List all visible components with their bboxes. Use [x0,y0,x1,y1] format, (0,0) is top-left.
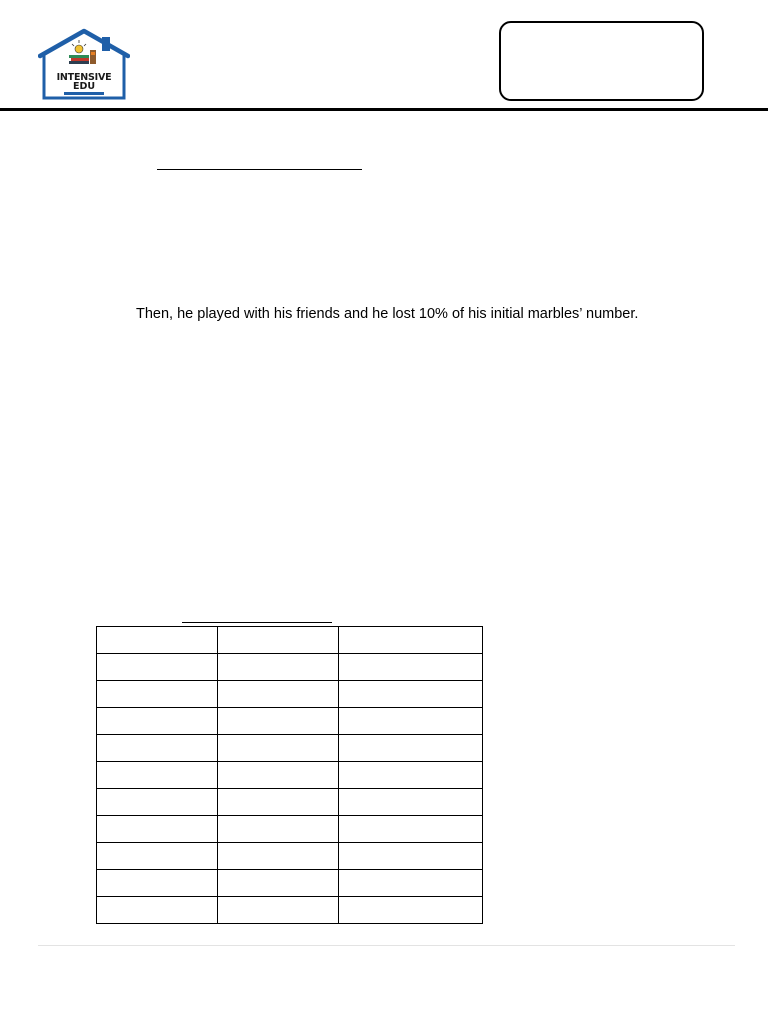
table-cell [218,762,339,789]
problem-statement: Then, he played with his friends and he lost 10% of his initial marbles’ number. [136,306,639,322]
table-cell [339,870,483,897]
table-cell [218,654,339,681]
table-cell [218,681,339,708]
table-cell [339,654,483,681]
name-box [499,21,704,101]
table-cell [97,735,218,762]
table-cell [97,708,218,735]
table-row [97,789,483,816]
table-title-blank-line [182,622,332,623]
table-row [97,843,483,870]
table-row [97,762,483,789]
table-cell [97,789,218,816]
table-cell [218,708,339,735]
table-row [97,735,483,762]
table-cell [97,654,218,681]
table-cell [339,627,483,654]
table-row [97,708,483,735]
header-rule [0,108,768,111]
table-row [97,654,483,681]
footer-rule [38,945,735,946]
answer-table [96,626,483,924]
logo-text-intensive: INTENSIVE [56,72,112,83]
table-cell [97,762,218,789]
table-cell [97,897,218,924]
table-row [97,816,483,843]
table-row [97,897,483,924]
table-cell [339,708,483,735]
table-cell [339,789,483,816]
table-cell [97,681,218,708]
table-cell [218,897,339,924]
table-cell [97,627,218,654]
table-cell [218,789,339,816]
table-cell [218,735,339,762]
table-cell [218,843,339,870]
table-row [97,870,483,897]
table-cell [339,762,483,789]
table-cell [339,843,483,870]
table-cell [339,735,483,762]
logo-text-edu: EDU [72,81,96,92]
table-cell [339,816,483,843]
table-cell [218,816,339,843]
table-cell [339,681,483,708]
table-cell [97,843,218,870]
table-cell [97,870,218,897]
table-cell [97,816,218,843]
title-blank-line [157,169,362,170]
table-cell [218,627,339,654]
table-cell [339,897,483,924]
intensive-edu-logo [38,28,130,102]
table-row [97,627,483,654]
table-row [97,681,483,708]
table-cell [218,870,339,897]
